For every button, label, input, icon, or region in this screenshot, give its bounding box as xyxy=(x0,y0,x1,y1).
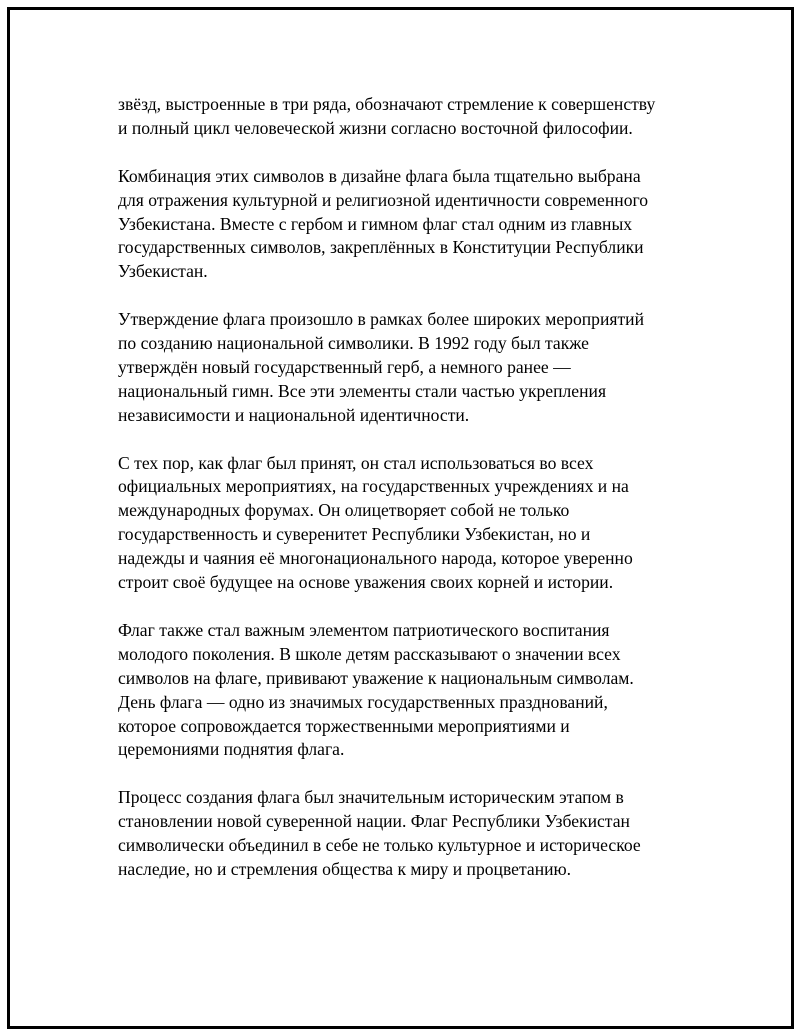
paragraph: Комбинация этих символов в дизайне флага была тщательно выбрана для отражения культурной и религиозной идентичности современного Узбекистана. Вместе с гербом и гимном флаг стал одним из главных государственных символов, закреплённых в Конституции Республики Узбекистан. xyxy=(118,165,649,282)
paragraph: С тех пор, как флаг был принят, он стал использоваться во всех официальных мероприятиях, на государственных учреждениях и на международных форумах. Он олицетворяет собой не только государственность и суверенитет Республики Узбекистан, но и надежды и чаяния её многонационального народа, которое уверенно строит своё будущее на основе уважения своих корней и истории. xyxy=(118,452,633,593)
document-body xyxy=(118,93,698,906)
paragraph: звёзд, выстроенные в три ряда, обозначают стремление к совершенству и полный цикл человеческой жизни согласно восточной философии. xyxy=(118,94,656,138)
paragraph: Утверждение флага произошло в рамках более широких мероприятий по созданию национальной символики. В 1992 году был также утверждён новый государственный герб, а немного ранее — национальный гимн. Все эти элементы стали частью укрепления независимости и национальной идентичности. xyxy=(118,309,645,425)
paragraph: Флаг также стал важным элементом патриотического воспитания молодого поколения. В школе детям рассказывают о значении всех символов на флаге, прививают уважение к национальным символам. День флага — одно из значимых государственных празднований, которое сопровождается торжественными мероприятиями и церемониями поднятия флага. xyxy=(118,619,634,760)
paragraph: Процесс создания флага был значительным историческим этапом в становлении новой суверенной нации. Флаг Республики Узбекистан символически объединил в себе не только культурное и историческое наследие, но и стремления общества к миру и процветанию. xyxy=(118,787,641,879)
